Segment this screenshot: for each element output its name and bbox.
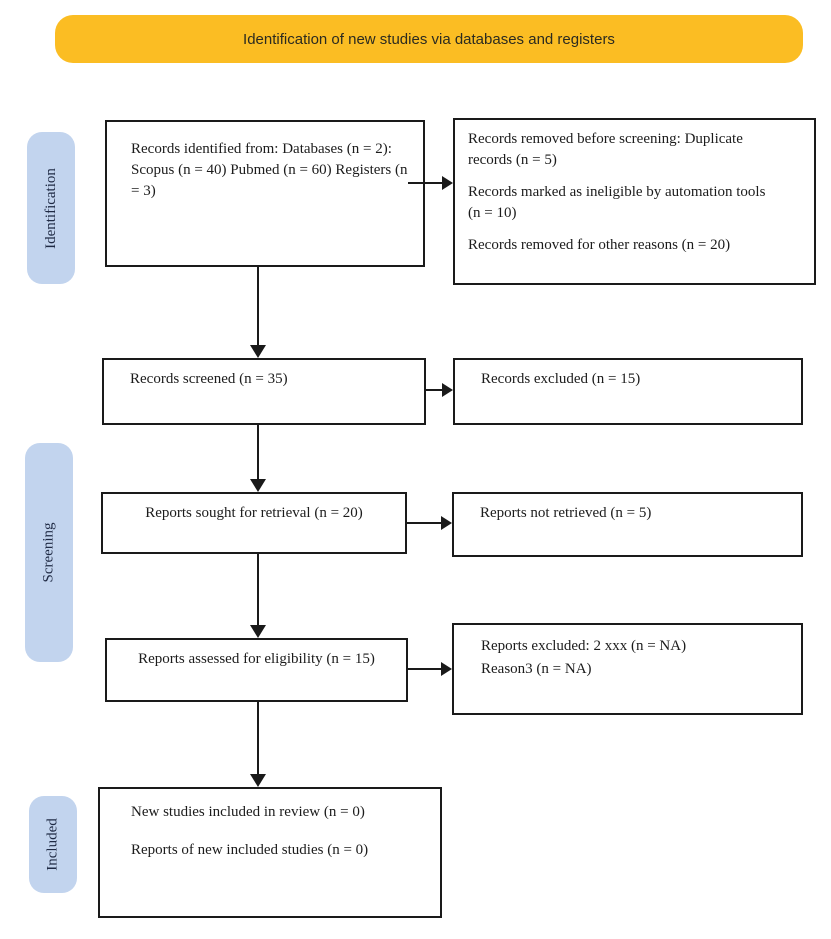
reports-excluded-line: Reports excluded: 2 xxx (n = NA) <box>481 638 687 654</box>
arrow-down-icon <box>250 774 266 787</box>
records-excluded-text: Records excluded (n = 15) <box>481 371 641 387</box>
box-reports-sought <box>101 492 407 554</box>
box-reports-not-retrieved <box>452 492 803 557</box>
arrow-shaft <box>426 389 442 391</box>
box-new-studies-included <box>98 787 442 918</box>
box-records-excluded <box>453 358 803 425</box>
arrow-sought-to-not-retrieved <box>407 516 452 530</box>
box-reports-excluded <box>452 623 803 715</box>
reports-excluded-line: Reason3 (n = NA) <box>481 661 592 677</box>
records-removed-paragraph: Records marked as ineligible by automation tools (n = 10) <box>468 184 766 221</box>
arrow-right-icon <box>442 383 453 397</box>
arrow-down-icon <box>250 479 266 492</box>
arrow-shaft <box>257 554 259 625</box>
box-records-identified <box>105 120 425 267</box>
arrow-right-icon <box>441 662 452 676</box>
records-screened-text: Records screened (n = 35) <box>130 371 288 387</box>
arrow-shaft <box>408 668 441 670</box>
arrow-screened-to-sought <box>250 425 266 492</box>
records-removed-paragraph: Records removed before screening: Duplicate records (n = 5) <box>468 131 743 168</box>
box-reports-assessed <box>105 638 408 702</box>
arrow-identified-to-removed <box>408 176 453 190</box>
arrow-screened-to-excluded <box>426 383 453 397</box>
banner-title: Identification of new studies via databases and registers <box>243 30 615 48</box>
stage-label-included-text: Included <box>44 818 61 871</box>
arrow-shaft <box>257 702 259 774</box>
arrow-down-icon <box>250 625 266 638</box>
arrow-right-icon <box>442 176 453 190</box>
reports-assessed-text: Reports assessed for eligibility (n = 15) <box>138 651 375 667</box>
new-studies-included-paragraph: Reports of new included studies (n = 0) <box>131 842 369 858</box>
stage-label-included <box>29 796 77 893</box>
box-records-screened <box>102 358 426 425</box>
arrow-sought-to-assessed <box>250 554 266 638</box>
stage-label-screening <box>25 443 73 662</box>
stage-label-identification <box>27 132 75 284</box>
arrow-assessed-to-included <box>250 702 266 787</box>
records-removed-paragraph: Records removed for other reasons (n = 20) <box>468 237 731 253</box>
arrow-shaft <box>257 425 259 479</box>
arrow-shaft <box>408 182 442 184</box>
reports-sought-text: Reports sought for retrieval (n = 20) <box>145 505 363 521</box>
records-identified-text: Records identified from: Databases (n = 2): Scopus (n = 40) Pubmed (n = 60) Registers (n = 3) <box>131 141 408 199</box>
arrow-right-icon <box>441 516 452 530</box>
new-studies-included-paragraph: New studies included in review (n = 0) <box>131 804 365 820</box>
arrow-assessed-to-reports-excluded <box>408 662 452 676</box>
banner <box>55 15 803 63</box>
arrow-shaft <box>257 267 259 345</box>
stage-label-identification-text: Identification <box>42 167 59 249</box>
arrow-identified-to-screened <box>250 267 266 358</box>
stage-label-screening-text: Screening <box>40 522 57 583</box>
reports-not-retrieved-text: Reports not retrieved (n = 5) <box>480 505 652 521</box>
arrow-down-icon <box>250 345 266 358</box>
arrow-shaft <box>407 522 441 524</box>
box-records-removed <box>453 118 816 285</box>
